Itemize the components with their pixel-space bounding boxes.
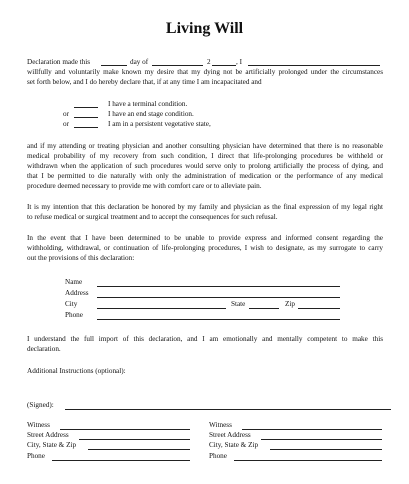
paragraph-1-line-5: procedure deemed necessary to provide me with comfort care or to alleviate pain. [27, 182, 262, 190]
witness-2-city-label: City, State & Zip [209, 441, 259, 449]
month-field[interactable] [152, 65, 203, 66]
witness-1-phone-label: Phone [27, 452, 45, 460]
paragraph-1-line-3: withdrawn when the application of such procedures would serve only to prolong artificially the process of dying, and [27, 162, 383, 170]
witness-2-field[interactable] [242, 429, 382, 430]
day-field[interactable] [101, 65, 127, 66]
surrogate-state-label: State [231, 300, 246, 308]
condition-end-stage-text: I have an end stage condition. [108, 110, 194, 118]
condition-terminal-text: I have a terminal condition. [108, 100, 188, 108]
witness-2-phone-field[interactable] [234, 460, 382, 461]
condition-or-2: or [63, 120, 69, 128]
witness-1-city-label: City, State & Zip [27, 441, 77, 449]
surrogate-phone-label: Phone [65, 311, 83, 319]
document-title: Living Will [165, 20, 244, 37]
surrogate-name-field[interactable] [97, 286, 340, 287]
witness-2-city-field[interactable] [270, 449, 382, 450]
paragraph-3-line-2: withholding, withdrawal, or continuation of life-prolonging procedures, I wish to designate, as my surrogate to carry [27, 244, 383, 252]
day-of-label: day of [130, 58, 149, 66]
declaration-line-3: set forth below, and I do hereby declare that, if at any time I am incapacitated and [27, 78, 262, 86]
witness-2-street-field[interactable] [261, 439, 382, 440]
surrogate-state-field[interactable] [249, 308, 279, 309]
witness-1-phone-field[interactable] [52, 460, 190, 461]
surrogate-phone-field[interactable] [97, 319, 340, 320]
additional-instructions-label: Additional Instructions (optional): [27, 367, 126, 375]
condition-vegetative-text: I am in a persistent vegetative state, [108, 120, 211, 128]
signed-label: (Signed): [27, 401, 54, 409]
paragraph-3-line-1: In the event that I have been determined to be unable to provide express and informed consent regarding the [27, 234, 383, 242]
condition-terminal-initials[interactable] [74, 107, 98, 108]
paragraph-4-line-2: declaration. [27, 345, 61, 353]
witness-1-city-field[interactable] [88, 449, 190, 450]
surrogate-zip-field[interactable] [298, 308, 340, 309]
condition-end-stage-initials[interactable] [74, 117, 98, 118]
witness-2-label: Witness [209, 421, 232, 429]
surrogate-name-label: Name [65, 278, 83, 286]
paragraph-2-line-2: to refuse medical or surgical treatment and to accept the consequences for such refusal. [27, 213, 278, 221]
paragraph-4-line-1: I understand the full import of this declaration, and I am emotionally and mentally competent to make this [27, 335, 383, 343]
paragraph-1-line-1: and if my attending or treating physician and another consulting physician have determined that there is no reasonable [27, 142, 383, 150]
condition-or-1: or [63, 110, 69, 118]
witness-2-phone-label: Phone [209, 452, 227, 460]
paragraph-2-line-1: It is my intention that this declaration be honored by my family and physician as the final expression of my legal right [27, 203, 383, 211]
i-label: , I [236, 58, 242, 66]
paragraph-1-line-4: that I be permitted to die naturally with only the administration of medication or the performance of any medical [27, 172, 383, 180]
declaration-line-2: willfully and voluntarily make known my desire that my dying not be artificially prolonged under the circumstances [27, 68, 383, 76]
witness-1-street-field[interactable] [79, 439, 190, 440]
surrogate-zip-label: Zip [285, 300, 295, 308]
signature-field[interactable] [65, 409, 391, 410]
witness-1-field[interactable] [60, 429, 190, 430]
surrogate-city-field[interactable] [97, 308, 226, 309]
witness-1-street-label: Street Address [27, 431, 69, 439]
year-prefix-label: 2 [207, 58, 211, 66]
declarant-name-field[interactable] [248, 65, 380, 66]
paragraph-1-line-2: medical probability of my recovery from such condition, I direct that life-prolonging procedures be withheld or [27, 152, 383, 160]
condition-vegetative-initials[interactable] [74, 127, 98, 128]
year-field[interactable] [212, 65, 236, 66]
surrogate-address-field[interactable] [97, 297, 340, 298]
declaration-made-label: Declaration made this [27, 58, 91, 66]
surrogate-address-label: Address [65, 289, 89, 297]
surrogate-city-label: City [65, 300, 78, 308]
witness-2-street-label: Street Address [209, 431, 251, 439]
witness-1-label: Witness [27, 421, 50, 429]
paragraph-3-line-3: out the provisions of this declaration: [27, 254, 135, 262]
